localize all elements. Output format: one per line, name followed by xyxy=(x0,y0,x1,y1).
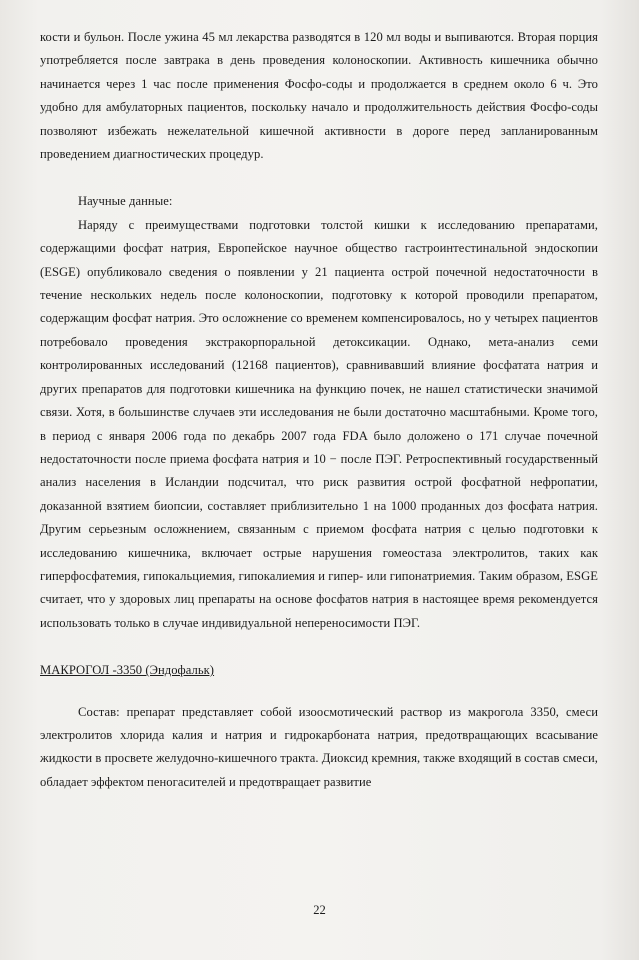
subheading-scientific-data: Научные данные: xyxy=(78,194,173,209)
heading-spacer xyxy=(40,683,598,701)
paragraph-continuation: кости и бульон. После ужина 45 мл лекарства разводятся в 120 мл воды и выпиваются. Вторая порция употребляется после завтрака в день проведения колоноскопии. Активность кишечника обычно начинается через 1 час после применения Фосфо-соды и продолжается в среднем около 6 ч. Это удобно для амбулаторных пациентов, поскольку начало и продолжительность действия Фосфо-соды позволяют избежать нежелательной кишечной активности в дороге перед запланированным проведением диагностических процедур. xyxy=(40,30,598,162)
document-body xyxy=(40,26,598,794)
section-spacer xyxy=(40,635,598,659)
paragraph-composition: Состав: препарат представляет собой изоосмотический раствор из макрогола 3350, смеси электролитов хлорида калия и натрия и гидрокарбоната натрия, предотвращающих всасывание жидкости в просвете желудочно-кишечного тракта. Диоксид кремния, также входящий в состав смеси, обладает эффектом пеногасителей и предотвращает развитие xyxy=(40,704,598,789)
section-heading: МАКРОГОЛ -3350 (Эндофальк) xyxy=(40,663,215,678)
page-number: 22 xyxy=(313,903,326,917)
paragraph-spacer xyxy=(40,166,598,190)
paragraph-scientific-data: Наряду с преимуществами подготовки толстой кишки к исследованию препаратами, содержащими фосфат натрия, Европейское научное общество гастроинтестинальной эндоскопии (ESGE) опубликовало сведения о появлении у 21 пациента острой почечной недостаточности в течение нескольких недель после колоноскопии, подготовку к которой проводили препаратом, содержащим фосфат натрия. Это осложнение со временем компенсировалось, но у четырех пациентов потребовало проведения экстракорпоральной детоксикации. Однако, мета-анализ семи контролированных исследований (12168 пациентов), сравнивавший влияние фосфатата натрия и других препаратов для подготовки кишечника на функцию почек, не нашел статистически значимой связи. Хотя, в большинстве случаев эти исследования не были достаточно масштабными. Кроме того, в период с января 2006 года по декабрь 2007 года FDA было доложено о 171 случае почечной недостаточности после приема фосфата натрия и 10 − после ПЭГ. Ретроспективный государственный анализ населения в Исландии подсчитал, что риск развития острой фосфатной нефропатии, доказанной взятием биопсии, составляет приблизительно 1 на 1000 проданных доз фосфата натрия. Другим серьезным осложнением, связанным с приемом фосфата натрия с целью подготовки к исследованию кишечника, включает острые нарушения гомеостаза электролитов, таких как гиперфосфатемия, гипокальциемия, гипокалиемия и гипер- или гипонатриемия. Таким образом, ESGE считает, что у здоровых лиц препараты на основе фосфатов натрия в настоящее время рекомендуется использовать только в случае индивидуальной непереносимости ПЭГ. xyxy=(40,217,598,630)
